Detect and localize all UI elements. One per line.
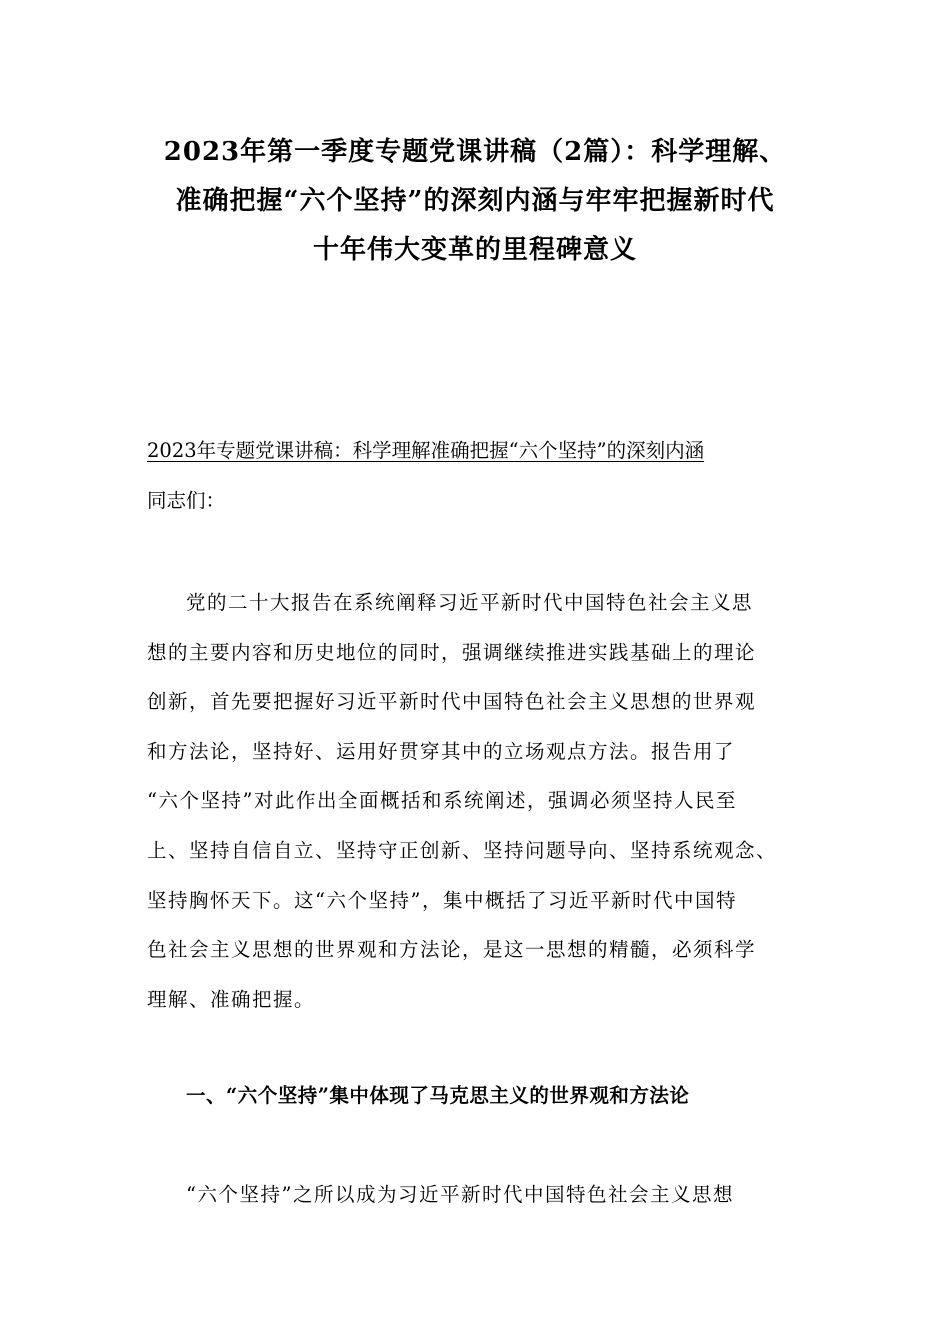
- paragraph-1: [147, 578, 807, 1024]
- paragraph-1-line: 上、坚持自信自立、坚持守正创新、坚持问题导向、坚持系统观念、: [147, 838, 778, 862]
- section-heading-1: 一、“六个坚持”集中体现了马克思主义的世界观和方法论: [186, 1084, 690, 1107]
- document-title: [120, 128, 830, 275]
- paragraph-1-line: “六个坚持”对此作出全面概括和系统阐述，强调必须坚持人民至: [147, 789, 737, 813]
- section-subtitle: 2023年专题党课讲稿：科学理解准确把握“六个坚持”的深刻内涵: [147, 439, 705, 462]
- title-line-1: 2023年第一季度专题党课讲稿（2篇）：科学理解、: [163, 137, 787, 167]
- salutation: 同志们：: [147, 489, 226, 512]
- title-line-3: 十年伟大变革的里程碑意义: [312, 235, 637, 265]
- paragraph-1-line: 坚持胸怀天下。这“六个坚持”，集中概括了习近平新时代中国特: [147, 888, 737, 912]
- paragraph-2-line: “六个坚持”之所以成为习近平新时代中国特色社会主义思想: [186, 1183, 734, 1206]
- paragraph-1-line: 创新，首先要把握好习近平新时代中国特色社会主义思想的世界观: [147, 690, 757, 714]
- paragraph-1-line: 和方法论，坚持好、运用好贯穿其中的立场观点方法。报告用了: [147, 739, 736, 763]
- paragraph-1-line: 色社会主义思想的世界观和方法论，是这一思想的精髓，必须科学: [147, 938, 757, 962]
- paragraph-1-line: 理解、准确把握。: [147, 987, 316, 1011]
- title-line-2: 准确把握“六个坚持”的深刻内涵与牢牢把握新时代: [175, 186, 775, 216]
- paragraph-1-line: 想的主要内容和历史地位的同时，强调继续推进实践基础上的理论: [147, 640, 757, 664]
- paragraph-1-line: 党的二十大报告在系统阐释习近平新时代中国特色社会主义思: [186, 591, 754, 614]
